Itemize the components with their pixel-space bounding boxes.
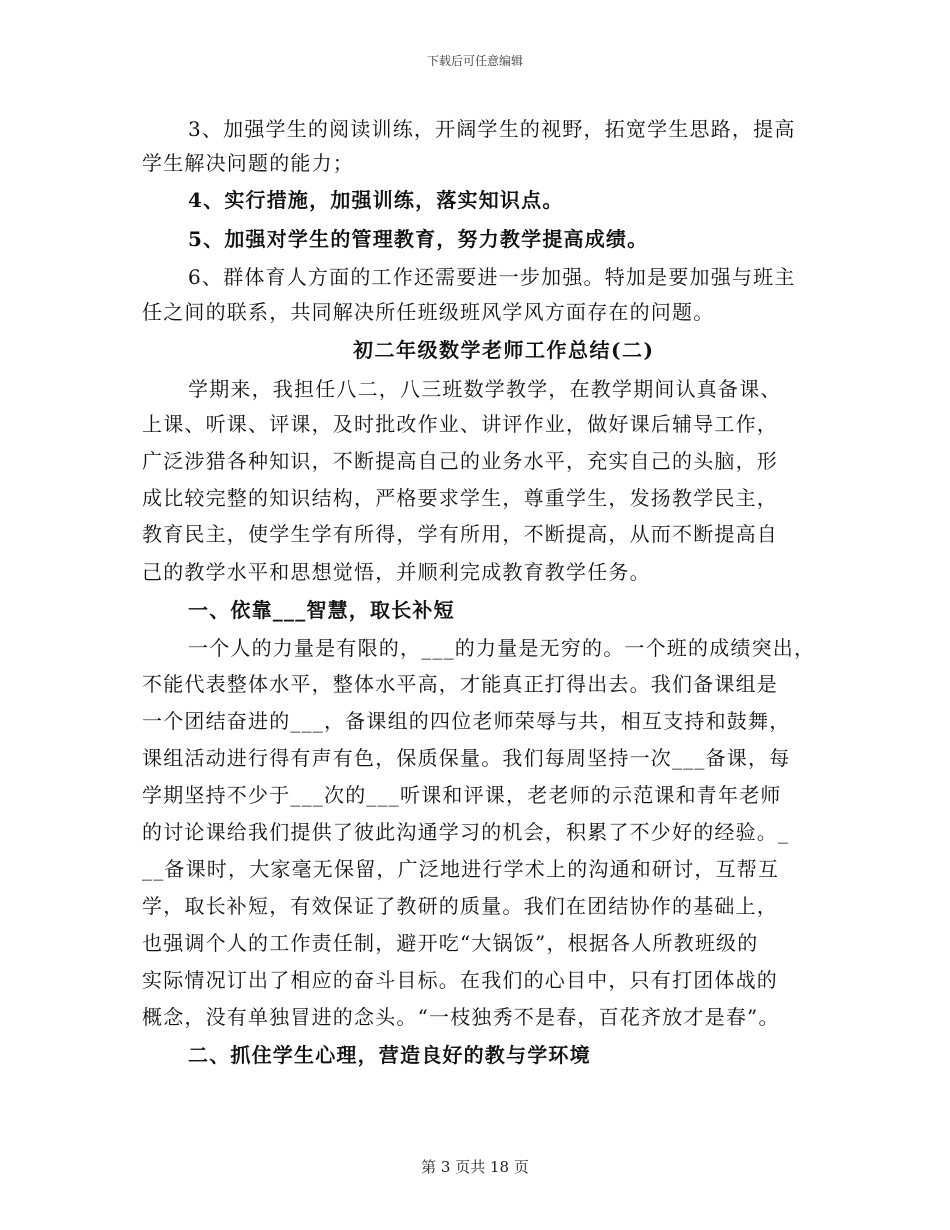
paragraph-line: 学期来，我担任八二，八三班数学教学，在教学期间认真备课、	[188, 377, 782, 401]
subheading: 一、依靠___智慧，取长补短	[188, 598, 455, 622]
paragraph-line: 广泛涉猎各种知识，不断提高自己的业务水平，充实自己的头脑，形	[142, 449, 778, 473]
paragraph-line: 一个人的力量是有限的，___的力量是无穷的。一个班的成绩突出，	[188, 636, 816, 660]
bold-point-line: 5、加强对学生的管理教育，努力教学提高成绩。	[188, 227, 649, 251]
section-title: 初二年级数学老师工作总结(二)	[353, 338, 655, 362]
paragraph-line: 学生解决问题的能力；	[142, 151, 354, 175]
page-header: 下载后可任意编辑	[426, 54, 523, 68]
paragraph-line: 不能代表整体水平，整体水平高，才能真正打得出去。我们备课组是	[142, 672, 778, 696]
paragraph-line: 课组活动进行得有声有色，保质保量。我们每周坚持一次___备课，每	[142, 746, 791, 770]
paragraph-line: 学，取长补短，有效保证了教研的质量。我们在团结协作的基础上，	[142, 894, 778, 918]
paragraph-line: __备课时，大家毫无保留，广泛地进行学术上的沟通和研讨，互帮互	[142, 857, 780, 881]
paragraph-line: 概念，没有单独冒进的念头。“一枝独秀不是春，百花齐放才是春”。	[142, 1005, 780, 1029]
subheading: 二、抓住学生心理，营造良好的教与学环境	[188, 1043, 591, 1067]
paragraph-line: 成比较完整的知识结构，严格要求学生，尊重学生，发扬教学民主，	[142, 486, 778, 510]
page-number: 第 3 页共 18 页	[421, 1158, 529, 1176]
bold-point-line: 4、实行措施，加强训练，落实知识点。	[188, 188, 564, 212]
paragraph-line: 6、群体育人方面的工作还需要进一步加强。特加是要加强与班主	[188, 265, 796, 289]
paragraph-line: 教育民主，使学生学有所得，学有所用，不断提高，从而不断提高自	[142, 522, 778, 546]
paragraph-line: 实际情况订出了相应的奋斗目标。在我们的心目中，只有打团体战的	[142, 968, 778, 992]
paragraph-line: 任之间的联系，共同解决所任班级班风学风方面存在的问题。	[142, 300, 715, 324]
paragraph-line: 也强调个人的工作责任制，避开吃“大锅饭”，根据各人所教班级的	[142, 931, 759, 955]
paragraph-line: 一个团结奋进的___，备课组的四位老师荣辱与共，相互支持和鼓舞，	[142, 709, 791, 733]
paragraph-line: 学期坚持不少于___次的___听课和评课，老老师的示范课和青年老师	[142, 783, 782, 807]
paragraph-line: 己的教学水平和思想觉悟，并顺利完成教育教学任务。	[142, 560, 651, 584]
paragraph-line: 的讨论课给我们提供了彼此沟通学习的机会，积累了不少好的经验。_	[142, 820, 790, 844]
paragraph-line: 3、加强学生的阅读训练，开阔学生的视野，拓宽学生思路，提高	[188, 117, 796, 141]
paragraph-line: 上课、听课、评课，及时批改作业、讲评作业，做好课后辅导工作，	[142, 412, 778, 436]
